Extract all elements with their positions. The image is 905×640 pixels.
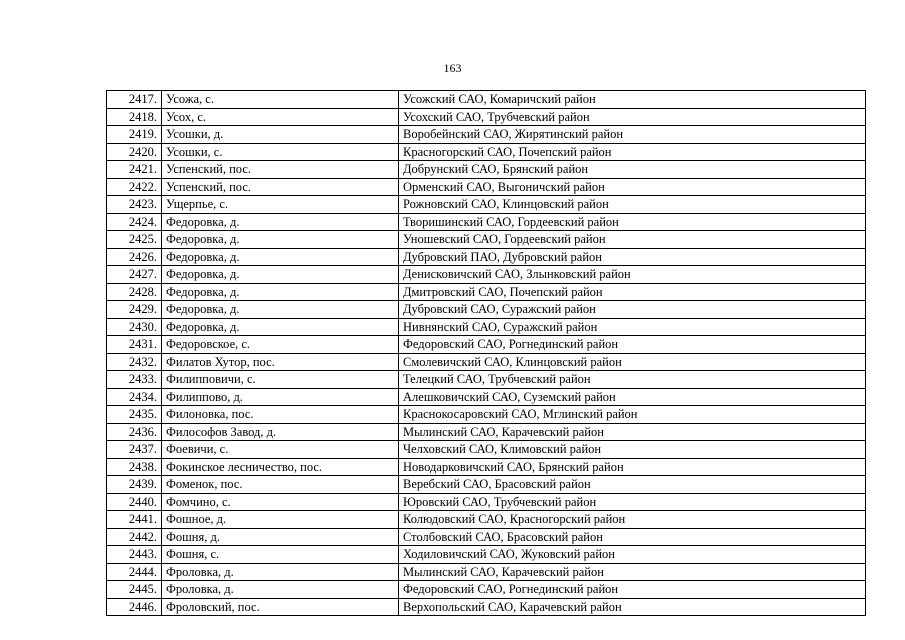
district-cell: Телецкий САО, Трубчевский район <box>399 371 866 389</box>
district-cell: Столбовский САО, Брасовский район <box>399 528 866 546</box>
row-number-cell: 2428. <box>107 283 162 301</box>
row-number-cell: 2434. <box>107 388 162 406</box>
row-number-cell: 2427. <box>107 266 162 284</box>
page-number: 163 <box>443 61 462 75</box>
district-cell: Новодарковичский САО, Брянский район <box>399 458 866 476</box>
table-row <box>107 213 866 231</box>
row-number-cell: 2443. <box>107 546 162 564</box>
settlement-name-cell: Филоновка, пос. <box>162 406 399 424</box>
table-row <box>107 231 866 249</box>
row-number-cell: 2424. <box>107 213 162 231</box>
settlement-name-cell: Федоровское, с. <box>162 336 399 354</box>
table-row <box>107 388 866 406</box>
table-row <box>107 493 866 511</box>
settlement-name-cell: Федоровка, д. <box>162 318 399 336</box>
row-number-cell: 2433. <box>107 371 162 389</box>
table-row <box>107 371 866 389</box>
row-number-cell: 2435. <box>107 406 162 424</box>
table-row <box>107 336 866 354</box>
settlement-name-cell: Фокинское лесничество, пос. <box>162 458 399 476</box>
district-cell: Краснокосаровский САО, Мглинский район <box>399 406 866 424</box>
district-cell: Челховский САО, Климовский район <box>399 441 866 459</box>
settlement-name-cell: Ущерпье, с. <box>162 196 399 214</box>
settlement-name-cell: Фошное, д. <box>162 511 399 529</box>
district-cell: Орменский САО, Выгоничский район <box>399 178 866 196</box>
settlement-name-cell: Федоровка, д. <box>162 283 399 301</box>
district-cell: Юровский САО, Трубчевский район <box>399 493 866 511</box>
settlement-name-cell: Фоменок, пос. <box>162 476 399 494</box>
row-number-cell: 2425. <box>107 231 162 249</box>
table-row <box>107 301 866 319</box>
table-row <box>107 406 866 424</box>
settlement-name-cell: Усох, с. <box>162 108 399 126</box>
row-number-cell: 2426. <box>107 248 162 266</box>
settlement-name-cell: Успенский, пос. <box>162 161 399 179</box>
district-cell: Мылинский САО, Карачевский район <box>399 563 866 581</box>
row-number-cell: 2422. <box>107 178 162 196</box>
settlement-name-cell: Успенский, пос. <box>162 178 399 196</box>
table-row <box>107 476 866 494</box>
row-number-cell: 2423. <box>107 196 162 214</box>
district-cell: Веребский САО, Брасовский район <box>399 476 866 494</box>
district-cell: Дмитровский САО, Почепский район <box>399 283 866 301</box>
district-cell: Ходиловичский САО, Жуковский район <box>399 546 866 564</box>
district-cell: Мылинский САО, Карачевский район <box>399 423 866 441</box>
settlement-name-cell: Федоровка, д. <box>162 213 399 231</box>
settlement-name-cell: Фоевичи, с. <box>162 441 399 459</box>
district-cell: Смолевичский САО, Клинцовский район <box>399 353 866 371</box>
table-row <box>107 143 866 161</box>
row-number-cell: 2439. <box>107 476 162 494</box>
row-number-cell: 2444. <box>107 563 162 581</box>
district-cell: Алешковичский САО, Суземский район <box>399 388 866 406</box>
row-number-cell: 2420. <box>107 143 162 161</box>
settlement-name-cell: Фомчино, с. <box>162 493 399 511</box>
settlement-name-cell: Фошня, с. <box>162 546 399 564</box>
row-number-cell: 2436. <box>107 423 162 441</box>
row-number-cell: 2445. <box>107 581 162 599</box>
settlement-name-cell: Федоровка, д. <box>162 231 399 249</box>
district-cell: Федоровский САО, Рогнединский район <box>399 581 866 599</box>
table-row <box>107 353 866 371</box>
table-row <box>107 108 866 126</box>
settlement-name-cell: Усошки, д. <box>162 126 399 144</box>
district-cell: Колюдовский САО, Красногорский район <box>399 511 866 529</box>
district-cell: Дубровский САО, Суражский район <box>399 301 866 319</box>
settlement-name-cell: Федоровка, д. <box>162 248 399 266</box>
district-cell: Красногорский САО, Почепский район <box>399 143 866 161</box>
district-cell: Рожновский САО, Клинцовский район <box>399 196 866 214</box>
district-cell: Воробейнский САО, Жирятинский район <box>399 126 866 144</box>
table-row <box>107 266 866 284</box>
settlement-name-cell: Фроловка, д. <box>162 563 399 581</box>
table-row <box>107 546 866 564</box>
table-row <box>107 91 866 109</box>
row-number-cell: 2429. <box>107 301 162 319</box>
settlements-table <box>106 90 866 616</box>
table-row <box>107 283 866 301</box>
table-row <box>107 598 866 616</box>
district-cell: Верхопольский САО, Карачевский район <box>399 598 866 616</box>
table-row <box>107 178 866 196</box>
district-cell: Добрунский САО, Брянский район <box>399 161 866 179</box>
district-cell: Денисковичский САО, Злынковский район <box>399 266 866 284</box>
row-number-cell: 2446. <box>107 598 162 616</box>
table-row <box>107 196 866 214</box>
settlement-name-cell: Филиппово, д. <box>162 388 399 406</box>
table-row <box>107 528 866 546</box>
table-row <box>107 511 866 529</box>
row-number-cell: 2442. <box>107 528 162 546</box>
settlement-name-cell: Фроловка, д. <box>162 581 399 599</box>
table-row <box>107 458 866 476</box>
row-number-cell: 2432. <box>107 353 162 371</box>
settlement-name-cell: Усошки, с. <box>162 143 399 161</box>
table-row <box>107 563 866 581</box>
settlement-name-cell: Фошня, д. <box>162 528 399 546</box>
settlement-name-cell: Федоровка, д. <box>162 266 399 284</box>
district-cell: Федоровский САО, Рогнединский район <box>399 336 866 354</box>
settlement-name-cell: Федоровка, д. <box>162 301 399 319</box>
table-body <box>107 91 866 616</box>
table-row <box>107 161 866 179</box>
district-cell: Усожский САО, Комаричский район <box>399 91 866 109</box>
row-number-cell: 2418. <box>107 108 162 126</box>
settlement-name-cell: Фроловский, пос. <box>162 598 399 616</box>
row-number-cell: 2417. <box>107 91 162 109</box>
row-number-cell: 2421. <box>107 161 162 179</box>
table-row <box>107 423 866 441</box>
row-number-cell: 2419. <box>107 126 162 144</box>
row-number-cell: 2431. <box>107 336 162 354</box>
table-row <box>107 581 866 599</box>
row-number-cell: 2440. <box>107 493 162 511</box>
row-number-cell: 2437. <box>107 441 162 459</box>
district-cell: Уношевский САО, Гордеевский район <box>399 231 866 249</box>
row-number-cell: 2441. <box>107 511 162 529</box>
table-row <box>107 441 866 459</box>
settlement-name-cell: Философов Завод, д. <box>162 423 399 441</box>
table-row <box>107 318 866 336</box>
district-cell: Творишинский САО, Гордеевский район <box>399 213 866 231</box>
table-row <box>107 248 866 266</box>
settlement-name-cell: Филатов Хутор, пос. <box>162 353 399 371</box>
district-cell: Нивнянский САО, Суражский район <box>399 318 866 336</box>
row-number-cell: 2438. <box>107 458 162 476</box>
district-cell: Дубровский ПАО, Дубровский район <box>399 248 866 266</box>
row-number-cell: 2430. <box>107 318 162 336</box>
table-row <box>107 126 866 144</box>
settlement-name-cell: Филипповичи, с. <box>162 371 399 389</box>
settlement-name-cell: Усожа, с. <box>162 91 399 109</box>
district-cell: Усохский САО, Трубчевский район <box>399 108 866 126</box>
